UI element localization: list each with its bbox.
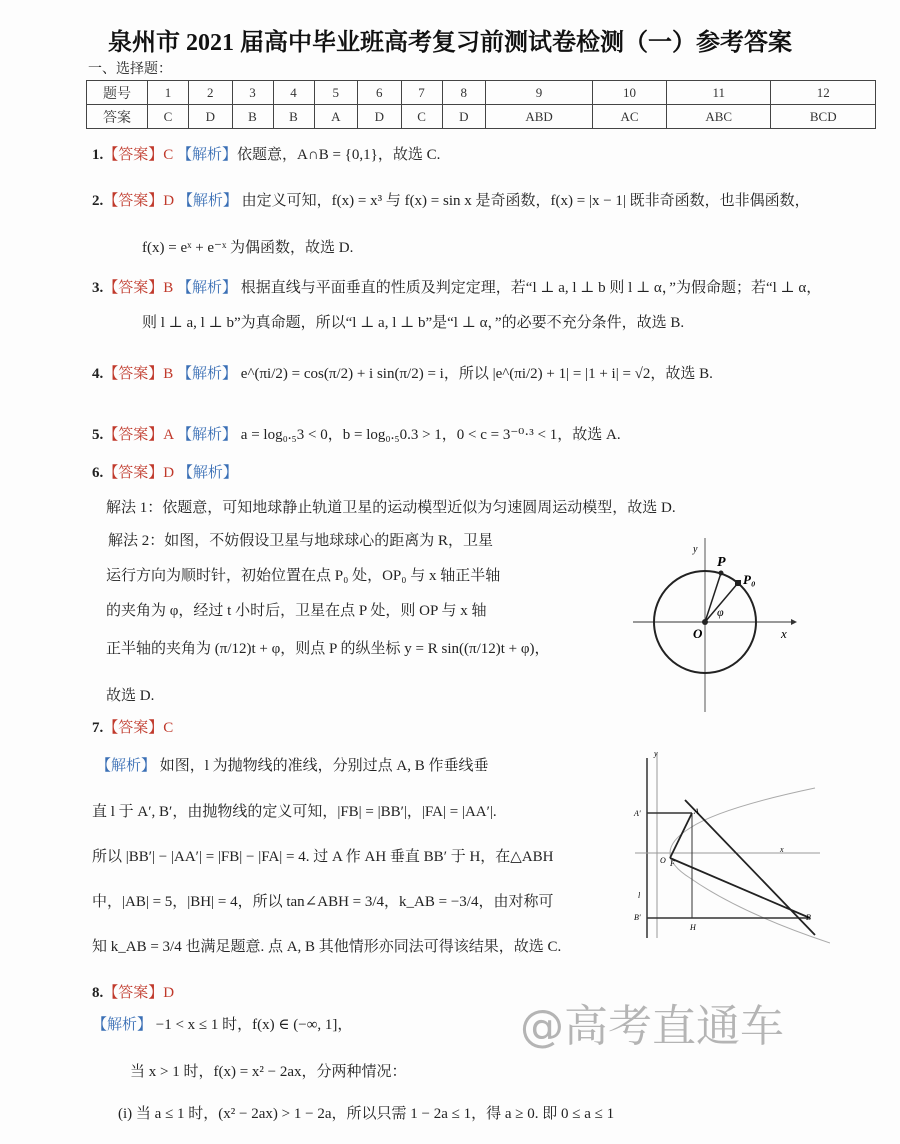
q7-analysis-line [96, 757, 611, 776]
answer-tag: 【答案】 [103, 427, 164, 443]
analysis-text: 解法 2：如图，不妨假设卫星与地球球心的距离为 R，卫星 [108, 533, 494, 549]
label-P0: P₀ [743, 572, 756, 587]
answer-value: A [163, 427, 174, 443]
label-phi: φ [717, 605, 724, 619]
label-B-prime: B′ [634, 913, 641, 922]
analysis-text: 知 k_AB = 3/4 也满足题意. 点 A, B 其他情形亦同法可得该结果，故选 C. [92, 939, 562, 955]
question-number-cell: 10 [593, 81, 667, 105]
label-y: y [654, 749, 658, 758]
q2-line [92, 189, 810, 210]
answer-cell: D [189, 105, 233, 129]
label-x: x [781, 626, 787, 641]
q-number: 1. [92, 147, 104, 163]
answer-cell: AC [593, 105, 667, 129]
section-heading: 一、选择题： [88, 62, 172, 77]
answer-value: D [163, 465, 175, 481]
label-l: l [638, 891, 641, 900]
label-B: B [806, 913, 811, 922]
analysis-text: 直 l 于 A′, B′，由抛物线的定义可知，|FB| = |BB′|，|FA| = |AA′|. [92, 804, 497, 820]
analysis-text: (i) 当 a ≤ 1 时，(x² − 2ax) > 1 − 2a，所以只需 1 − 2a ≤ 1，得 a ≥ 0. 即 0 ≤ a ≤ 1 [118, 1106, 615, 1122]
answer-tag: 【答案】 [103, 193, 164, 209]
analysis-text: 故选 D. [106, 688, 155, 704]
q-number: 6. [92, 465, 104, 481]
question-number-cell: 3 [232, 81, 273, 105]
analysis-text: 中，|AB| = 5，|BH| = 4，所以 tan∠ABH = 3/4，k_AB = −3/4，由对称可 [92, 894, 554, 910]
label-A-prime: A′ [634, 809, 641, 818]
analysis-text: a = log₀.₅3 < 0，b = log₀.₅0.3 > 1，0 < c = 3⁻⁰·³ < 1，故选 A. [240, 427, 621, 443]
answer-value: B [163, 366, 174, 382]
answer-value: D [163, 193, 175, 209]
row-label: 题号 [87, 81, 148, 105]
q8-line [92, 981, 174, 1002]
answer-cell: D [442, 105, 486, 129]
analysis-text: −1 < x ≤ 1 时，f(x) ∈ (−∞, 1]， [155, 1017, 353, 1033]
analysis-text: 根据直线与平面垂直的性质及判定定理，若“l ⊥ a, l ⊥ b 则 l ⊥ α，”为假命题；若“l ⊥ α， [240, 280, 822, 296]
question-number-cell: 9 [486, 81, 593, 105]
answer-tag: 【答案】 [103, 985, 164, 1001]
question-number-cell: 4 [273, 81, 314, 105]
analysis-text: 解法 1：依题意，可知地球静止轨道卫星的运动模型近似为匀速圆周运动模型，故选 D. [106, 500, 676, 516]
answer-cell: BCD [771, 105, 876, 129]
analysis-text: 所以 |BB′| − |AA′| = |FB| − |FA| = 4. 过 A 作 AH 垂直 BB′ 于 H，在△ABH [92, 849, 554, 865]
question-number-cell: 12 [771, 81, 876, 105]
answer-cell: ABD [486, 105, 593, 129]
label-O: O [660, 856, 666, 865]
analysis-tag: 【解析】 [177, 366, 238, 382]
answer-tag: 【答案】 [103, 366, 164, 382]
answer-tag: 【答案】 [103, 147, 164, 163]
q4-line [92, 362, 713, 383]
answer-cell: C [148, 105, 189, 129]
analysis-text: e^(πi/2) = cos(π/2) + i sin(π/2) = i，所以 |e^(πi/2) + 1| = |1 + i| = √2，故选 B. [240, 366, 713, 382]
answer-table [86, 80, 876, 129]
answer-tag: 【答案】 [103, 720, 164, 736]
q6-line [92, 461, 238, 482]
analysis-text: 正半轴的夹角为 (π/12)t + φ，则点 P 的纵坐标 y = R sin((π/12)t + φ)， [106, 641, 550, 657]
analysis-text: 依题意，A∩B = {0,1}，故选 C. [237, 147, 441, 163]
answer-cell: B [273, 105, 314, 129]
analysis-text: f(x) = eˣ + e⁻ˣ 为偶函数，故选 D. [142, 240, 354, 256]
q-number: 3. [92, 280, 104, 296]
analysis-text: 的夹角为 φ，经过 t 小时后，卫星在点 P 处，则 OP 与 x 轴 [106, 603, 487, 619]
table-row-answers [87, 105, 876, 129]
answer-tag: 【答案】 [103, 465, 164, 481]
answer-value: C [163, 720, 174, 736]
orbit-figure [625, 530, 805, 720]
analysis-text: 如图，l 为抛物线的准线，分别过点 A, B 作垂线垂 [159, 758, 489, 774]
table-row-numbers [87, 81, 876, 105]
label-P: P [717, 555, 726, 570]
answer-cell: ABC [667, 105, 771, 129]
question-number-cell: 2 [189, 81, 233, 105]
question-number-cell: 7 [401, 81, 442, 105]
label-O: O [693, 626, 703, 641]
label-H: H [690, 923, 696, 932]
question-number-cell: 11 [667, 81, 771, 105]
label-x: x [780, 845, 784, 854]
analysis-text: 则 l ⊥ a, l ⊥ b”为真命题，所以“l ⊥ a, l ⊥ b”是“l ⊥ α，”的必要不充分条件，故选 B. [142, 315, 685, 331]
question-number-cell: 8 [442, 81, 486, 105]
label-F: F [670, 859, 675, 868]
answer-cell: A [314, 105, 358, 129]
label-y: y [693, 544, 698, 555]
analysis-tag: 【解析】 [177, 465, 238, 481]
q-number: 4. [92, 366, 104, 382]
analysis-text: 由定义可知，f(x) = x³ 与 f(x) = sin x 是奇函数，f(x) = |x − 1| 既非奇函数，也非偶函数， [241, 193, 810, 209]
parabola-figure [630, 748, 830, 948]
analysis-text: 运行方向为顺时针，初始位置在点 P₀ 处，OP₀ 与 x 轴正半轴 [106, 568, 501, 584]
answer-value: D [163, 985, 175, 1001]
analysis-text: 当 x > 1 时，f(x) = x² − 2ax，分两种情况： [130, 1064, 407, 1080]
answer-tag: 【答案】 [103, 280, 164, 296]
q-number: 7. [92, 720, 104, 736]
analysis-tag: 【解析】 [177, 147, 238, 163]
answer-cell: B [232, 105, 273, 129]
analysis-tag: 【解析】 [177, 280, 238, 296]
question-number-cell: 6 [358, 81, 402, 105]
label-A: A [694, 807, 699, 816]
analysis-tag: 【解析】 [96, 758, 157, 774]
page-title: 泉州市 2021 届高中毕业班高考复习前测试卷检测（一）参考答案 [108, 30, 792, 56]
q5-line [92, 423, 621, 444]
question-number-cell: 1 [148, 81, 189, 105]
q-number: 8. [92, 985, 104, 1001]
answer-cell: C [401, 105, 442, 129]
analysis-tag: 【解析】 [92, 1017, 153, 1033]
q8-analysis-line [92, 1013, 352, 1034]
q1-line [92, 143, 440, 164]
q7-line [92, 716, 173, 737]
q-number: 2. [92, 193, 104, 209]
row-label: 答案 [87, 105, 148, 129]
watermark: @高考直通车 [520, 1001, 784, 1052]
answer-cell: D [358, 105, 402, 129]
answer-value: B [163, 280, 174, 296]
analysis-tag: 【解析】 [177, 193, 238, 209]
question-number-cell: 5 [314, 81, 358, 105]
answer-value: C [163, 147, 174, 163]
q3-line [92, 276, 821, 297]
q-number: 5. [92, 427, 104, 443]
analysis-tag: 【解析】 [177, 427, 238, 443]
